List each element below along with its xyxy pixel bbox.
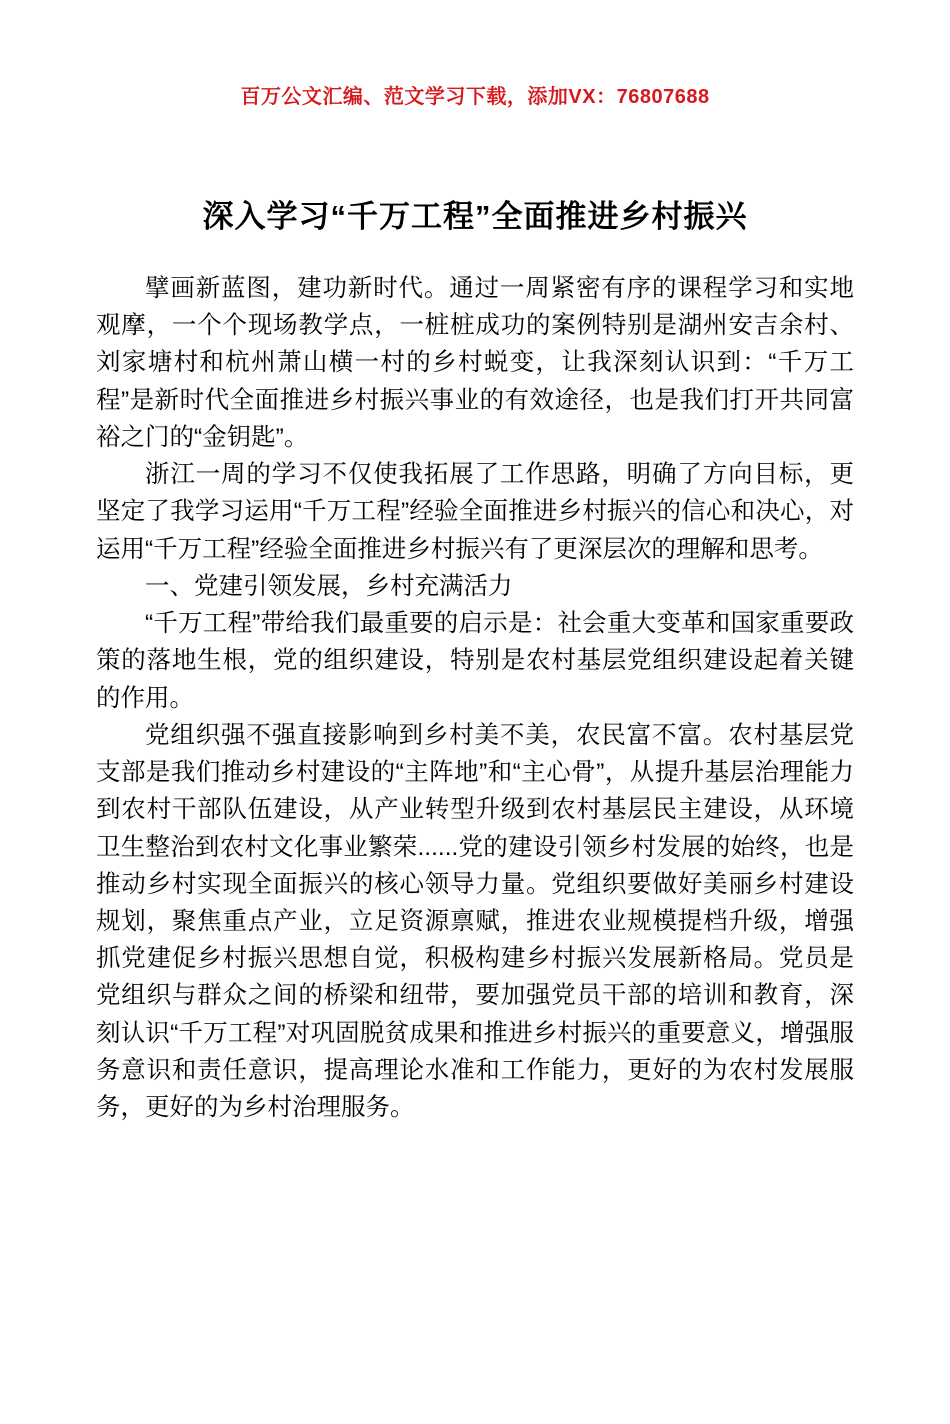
document-page [0,80,950,1424]
paragraph-4: 党组织强不强直接影响到乡村美不美，农民富不富。农村基层党支部是我们推动乡村建设的“主阵地”和“主心骨”，从提升基层治理能力到农村干部队伍建设，从产业转型升级到农村基层民主建设，从环境卫生整治到农村文化事业繁荣......党的建设引领乡村发展的始终，也是推动乡村实现全面振兴的核心领导力量。党组织要做好美丽乡村建设规划，聚焦重点产业，立足资源禀赋，推进农业规模提档升级，增强抓党建促乡村振兴思想自觉，积极构建乡村振兴发展新格局。党员是党组织与群众之间的桥梁和纽带，要加强党员干部的培训和教育，深刻认识“千万工程”对巩固脱贫成果和推进乡村振兴的重要意义，增强服务意识和责任意识，提高理论水准和工作能力，更好的为农村发展服务，更好的为乡村治理服务。 [96,721,854,1122]
watermark-banner: 百万公文汇编、范文学习下载，添加VX：76807688 [240,86,710,108]
paragraph-2: 浙江一周的学习不仅使我拓展了工作思路，明确了方向目标，更坚定了我学习运用“千万工程”经验全面推进乡村振兴的信心和决心，对运用“千万工程”经验全面推进乡村振兴有了更深层次的理解和思考。 [96,461,854,563]
paragraph-3: “千万工程”带给我们最重要的启示是：社会重大变革和国家重要政策的落地生根，党的组织建设，特别是农村基层党组织建设起着关键的作用。 [96,610,854,712]
paragraph-1: 擘画新蓝图，建功新时代。通过一周紧密有序的课程学习和实地观摩，一个个现场教学点，一桩桩成功的案例特别是湖州安吉余村、刘家塘村和杭州萧山横一村的乡村蜕变，让我深刻认识到：“千万工程”是新时代全面推进乡村振兴事业的有效途径，也是我们打开共同富裕之门的“金钥匙”。 [96,275,854,451]
page-title: 深入学习“千万工程”全面推进乡村振兴 [202,199,748,234]
document-body [96,270,854,1126]
section-heading-1: 一、党建引领发展，乡村充满活力 [145,572,513,600]
